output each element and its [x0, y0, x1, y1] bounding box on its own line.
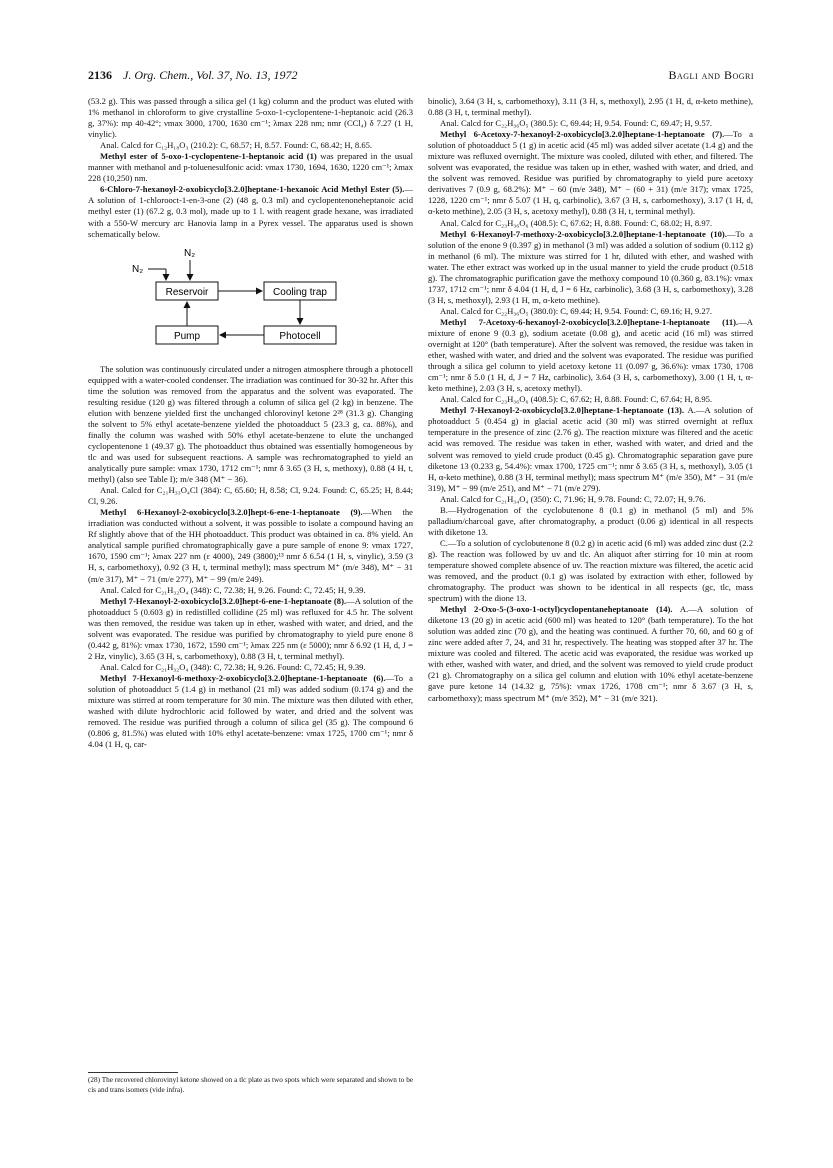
compound-heading: 6-Chloro-7-hexanoyl-2-oxobicyclo[3.2.0]heptane-1-hexanoic Acid Methyl Ester (5). [100, 184, 405, 195]
analysis-line: Anal. Calcd for C₂₃H₃₆O₆ (408.5): C, 67.62; H, 8.88. Found: C, 68.02; H, 8.97. [440, 217, 713, 228]
analysis-line: Anal. Calcd for C₂₁H₃₄O₄ (350): C, 71.96; H, 9.78. Found: C, 72.07; H, 9.76. [440, 493, 706, 504]
paragraph: The solution was continuously circulated under a nitrogen atmosphere through a photocell equipped with a water-cooled condenser. The irradiation was continued for 30-32 hr. After this time the solution was removed from the apparatus and the solvent was evaporated. The resulting residue (120 g) was filtered through a column of silica gel (2 kg) in benzene. The elution with benzene yielded first the unchanged chlorovinyl ketone 2²⁸ (31.3 g). Changing the solvent to 5% ethyl acetate-benzene yielded the photoadduct 5 (23.3 g, ca. 88%), and finally the column was washed with 50% ethyl acetate-benzene to elute the unchanged cyclopentenone 1 (49.37 g). The photoadduct thus obtained was essentially homogeneous by tlc and was used for subsequent reactions. A sample was rechromatographed to yield an analytically pure sample: νmax 1730, 1712 cm⁻¹; nmr δ 3.65 (3 H, s, methoxy), 0.88 (4 H, t, methyl) (also see Table I); m/e 348 (M⁺ − 36). [88, 363, 413, 485]
paragraph-body: —A solution of the photoadduct 5 (0.603 g) in redistilled collidine (25 ml) was refluxed for 4.5 hr. The solvent was then removed, the residue was taken up in ether, washed with water, and dried, and the solvent was evaporated. The residue was purified by chromatography to yield pure enone 8 (0.442 g, 81%): νmax 1730, 1672, 1590 cm⁻¹; λmax 225 nm (ε 5000); nmr δ 6.92 (1 H, d, J = 2 Hz, vinylic), 3.65 (3 H, s, carbomethoxy), 0.88 (3 H, t, terminal methyl). [88, 595, 414, 661]
apparatus-diagram [88, 242, 413, 362]
analysis-line: Anal. Calcd for C₂₁H₃₂O₄ (348): C, 72.38; H, 9.26. Found: C, 72.45; H, 9.39. [100, 661, 366, 672]
compound-heading: Methyl 6-Hexanoyl-7-methoxy-2-oxobicyclo[3.2.0]heptane-1-heptanoate (10). [440, 228, 727, 239]
compound-heading: Methyl 7-Hexanoyl-2-oxobicyclo[3.2.0]hept-6-ene-1-heptanoate (8). [100, 595, 347, 606]
paragraph [428, 317, 753, 394]
compound-heading: Methyl 6-Hexanoyl-2-oxobicyclo[3.2.0]hept-6-ene-1-heptanoate (9). [100, 507, 363, 518]
reservoir-label: Reservoir [165, 286, 209, 298]
analysis-line: Anal. Calcd for C₂₁H₃₃O₄Cl (384): C, 65.60; H, 8.58; Cl, 9.24. Found: C, 65.25; H, 8.44; Cl, 9.26. [88, 485, 413, 507]
compound-heading: Methyl 6-Acetoxy-7-hexanoyl-2-oxobicyclo[3.2.0]heptane-1-heptanoate (7). [440, 129, 725, 140]
paragraph [428, 129, 753, 217]
paragraph: C.—To a solution of cyclobutenone 8 (0.2 g) in acetic acid (6 ml) was added zinc dust (2.2 g). The reaction was followed by uv and tlc. An aliquot after stirring for 10 min at room temperature showed complete absence of uv. The reaction mixture was filtered, the acetic acid was removed, and the product (0.1 g) was isolated by extraction with ether, followed by chromatography. The product was shown to be identical in all respects (gc, tlc, mass spectrum) with the dione 13. [428, 537, 753, 604]
paragraph [88, 596, 413, 662]
page-header [88, 68, 754, 86]
paragraph [88, 673, 413, 750]
paragraph [88, 184, 413, 239]
left-column [88, 96, 413, 750]
paragraph-body: —To a solution of the enone 9 (0.397 g) in methanol (3 ml) was added a solution of sodium (0.112 g) in methanol (6 ml). The mixture was stirred for 1 hr, diluted with ether, and washed with water. The ether extract was worked up in the usual manner to yield the crude product (0.518 g). The chromatographic purification gave the methoxy compound 10 (0.360 g, 83.1%): νmax 1737, 1712 cm⁻¹; nmr δ 4.04 (1 H, d, J = 6 Hz, carbinolic), 3.68 (3 H, s, carbomethoxy), 3.28 (3 H, s, methoxyl), 2.93 (1 H, m, α-keto methine). [428, 228, 753, 305]
analysis-line: Anal. Calcd for C₂₂H₃₆O₅ (380.0): C, 69.44; H, 9.54. Found: C, 69.16; H, 9.27. [440, 305, 713, 316]
compound-heading: Methyl 7-Hexanoyl-2-oxobicyclo[3.2.0]heptane-1-heptanoate (13). [440, 405, 685, 416]
footnote-rule [88, 1072, 178, 1073]
paragraph-body: —To a solution of photoadduct 5 (1 g) in acetic acid (45 ml) was added silver acetate (1.4 g) and the mixture was refluxed overnight. The mixture was cooled, diluted with ether, and filtered. The solvent was evaporated, the residue was taken up in ether, washed with water, and dried, and the solvent was removed. Residue was purified by chromatography to yield pure acetoxy derivatives 7 (0.9 g, 68.2%): M⁺ − 60 (m/e 348), M⁺ − (60 + 31) (m/e 317); νmax 1725, 1228, 1220 cm⁻¹; nmr δ 5.07 (1 H, q, carbinolic), 3.67 (3 H, s, carbomethoxy), 3.17 (1 H, d, α-keto methine), 2.05 (3 H, s, acetoxy methyl), 0.88 (3 H, t, terminal methyl). [428, 129, 753, 217]
compound-heading: Methyl 7-Acetoxy-6-hexanoyl-2-oxobicyclo[3.2.0]heptane-1-heptanoate (11). [440, 316, 739, 327]
paragraph [88, 151, 413, 184]
paragraph-body: —A mixture of enone 9 (0.3 g), sodium acetate (0.08 g), and acetic acid (16 ml) was stirred overnight at 120° (bath temperature). After the solvent was removed, the residue was taken in ether, washed with water, and dried and the solvent was evaporated. The residue was purified through a silica gel column to yield acetoxy ketone 11 (0.097 g, 36.6%): νmax 1730, 1708 cm⁻¹; nmr δ 5.0 (1 H, d, J = 7 Hz, carbinolic), 3.64 (3 H, s, carbomethoxy), 3.00 (1 H, t, α-keto methine), 2.03 (3 H, s, acetoxy methyl). [428, 316, 753, 394]
paragraph [428, 604, 753, 703]
footnote-block [88, 1072, 413, 1095]
analysis-line: Anal. Calcd for C₂₁H₃₂O₄ (348): C, 72.38; H, 9.26. Found: C, 72.45; H, 9.39. [100, 584, 366, 595]
paragraph-body: A.—A solution of photoadduct 5 (0.454 g) in glacial acetic acid (30 ml) was stirred overnight at reflux temperature in the presence of zinc (2.76 g). The reaction mixture was filtered and the acetic acid was removed. The residue was taken in ether, washed with water, and dried and the solvent was removed to yield crude product (0.45 g). Chromatographic separation gave pure diketone 13 (0.233 g, 54.4%): νmax 1700, 1725 cm⁻¹; nmr δ 3.65 (3 H, s, methoxyl), 3.05 (1 H, α-keto methine), 0.88 (3 H, terminal methyl); mass spectrum M⁺ (m/e 350), M⁺ − 31 (m/e 319), M⁺ − 99 (m/e 251), and M⁺ − 71 (m/e 279). [428, 405, 753, 493]
paragraph [88, 507, 413, 584]
paragraph: B.—Hydrogenation of the cyclobutenone 8 (0.1 g) in methanol (5 ml) and 5% palladium/charcoal gave, after chromatography, a product (0.06 g) identical in all respects with diketone 13. [428, 504, 753, 537]
paragraph [428, 229, 753, 306]
right-column [428, 96, 753, 704]
analysis-line: Anal. Calcd for C₁₂H₁₈O₃ (210.2): C, 68.57; H, 8.57. Found: C, 68.42; H, 8.65. [100, 140, 373, 151]
analysis-line: Anal. Calcd for C₂₂H₃₆O₅ (380.5): C, 69.44; H, 9.54. Found: C, 69.47; H, 9.57. [440, 118, 713, 129]
compound-heading: Methyl 2-Oxo-5-(3-oxo-1-octyl)cyclopentaneheptanoate (14). [440, 604, 673, 615]
paragraph-body: —When the irradiation was conducted without a solvent, it was possible to isolate a compound having an Rf slightly above that of the HH photoadduct. This product was obtained in ca. 8% yield. An analytical sample purified chromatographically gave a pure sample of enone 9: νmax 1727, 1670, 1590 cm⁻¹; λmax 227 nm (ε 4000), 249 (3800);¹³ nmr δ 6.54 (1 H, s, vinylic), 3.59 (3 H, s, carbomethoxy), 0.92 (3 H, t, terminal methyl); mass spectrum M⁺ (m/e 348), M⁺ − 31 (m/e 317), M⁺ − 71 (m/e 277), M⁺ − 99 (m/e 249). [88, 507, 413, 584]
paragraph-body: was prepared in the usual manner with methanol and p-toluenesulfonic acid: νmax 1730, 1694, 1630, 1220 cm⁻¹; λmax 228 (10,250) nm. [88, 151, 413, 184]
page-number: 2136 [88, 68, 112, 82]
compound-heading: Methyl 7-Hexanoyl-6-methoxy-2-oxobicyclo[3.2.0]heptane-1-heptanoate (6). [100, 672, 386, 683]
paragraph: (53.2 g). This was passed through a silica gel (1 kg) column and the product was eluted with 1% methanol in chloroform to give crystalline 5-oxo-1-cyclopentene-1-heptanoic acid (26.3 g, 37%): mp 40-42°; νmax 3000, 1700, 1630 cm⁻¹; λmax 228 nm; nmr (CCl₄) δ 7.27 (1 H, vinylic). [88, 96, 413, 140]
paragraph-body: —A solution of 1-chlorooct-1-en-3-one (2) (48 g, 0.3 ml) and cyclopentenoneheptanoic acid methyl ester (1) (67.2 g, 0.3 mol), made up to 1 l. with reagent grade hexane, was irradiated with a 550-W mercury arc Hanovia lamp in a Pyrex vessel. The apparatus used is shown schematically below. [88, 184, 413, 239]
running-head-authors: Bagli and Bogri [668, 68, 754, 82]
analysis-line: Anal. Calcd for C₂₃H₃₆O₆ (408.5): C, 67.62; H, 8.88. Found: C, 67.64; H, 8.95. [440, 394, 713, 405]
photocell-label: Photocell [279, 330, 321, 342]
n2-left-label: N₂ [132, 263, 144, 275]
paragraph-body: A.—A solution of diketone 13 (20 g) in acetic acid (600 ml) was heated to 120° (bath temperature). To the hot solution was added zinc (70 g), and the heating was continued. A further 70, 60, and 60 g of zinc were added after 7, 24, and 31 hr, respectively. The heating was stopped after 37 hr. The mixture was cooled and filtered. The acetic acid was evaporated, the residue was worked up with ether, washed with water, and dried, and the solvent was removed to yield crude product (21 g). Chromatography on a silica gel column and elution with 10% ethyl acetate-benzene gave pure ketone 14 (14.32 g, 75%): νmax 1726, 1708 cm⁻¹; nmr δ 3.67 (3 H, s, carbomethoxy); mass spectrum M⁺ (m/e 352), M⁺ − 31 (m/e 321). [428, 604, 753, 703]
compound-heading: Methyl ester of 5-oxo-1-cyclopentene-1-heptanoic acid (1) [100, 151, 317, 162]
paragraph [428, 405, 753, 493]
paragraph-body: —To a solution of photoadduct 5 (1.4 g) in methanol (21 ml) was added sodium (0.174 g) and the mixture was stirred at room temperature for 30 min. The mixture was then diluted with ether, washed with dilute hydrochloric acid followed by water, and dried and the solvent was removed. The residue was purified through a column of silica gel (35 g). The compound 6 (0.806 g, 81.5%) was eluted with 10% ethyl acetate-benzene: νmax 1725, 1700 cm⁻¹; nmr δ 4.04 (1 H, q, car- [88, 672, 413, 750]
pump-label: Pump [173, 330, 201, 342]
paragraph: binolic), 3.64 (3 H, s, carbomethoxy), 3.11 (3 H, s, methoxyl), 2.95 (1 H, d, α-keto methine), 0.88 (3 H, t, terminal methyl). [428, 96, 753, 118]
footnote-28: (28) The recovered chlorovinyl ketone showed on a tlc plate as two spots which were separated and shown to be cis and trans isomers (vide infra). [88, 1076, 413, 1094]
journal-citation: J. Org. Chem., Vol. 37, No. 13, 1972 [123, 68, 298, 82]
cooling-trap-label: Cooling trap [273, 286, 327, 298]
n2-top-label: N₂ [184, 247, 196, 259]
